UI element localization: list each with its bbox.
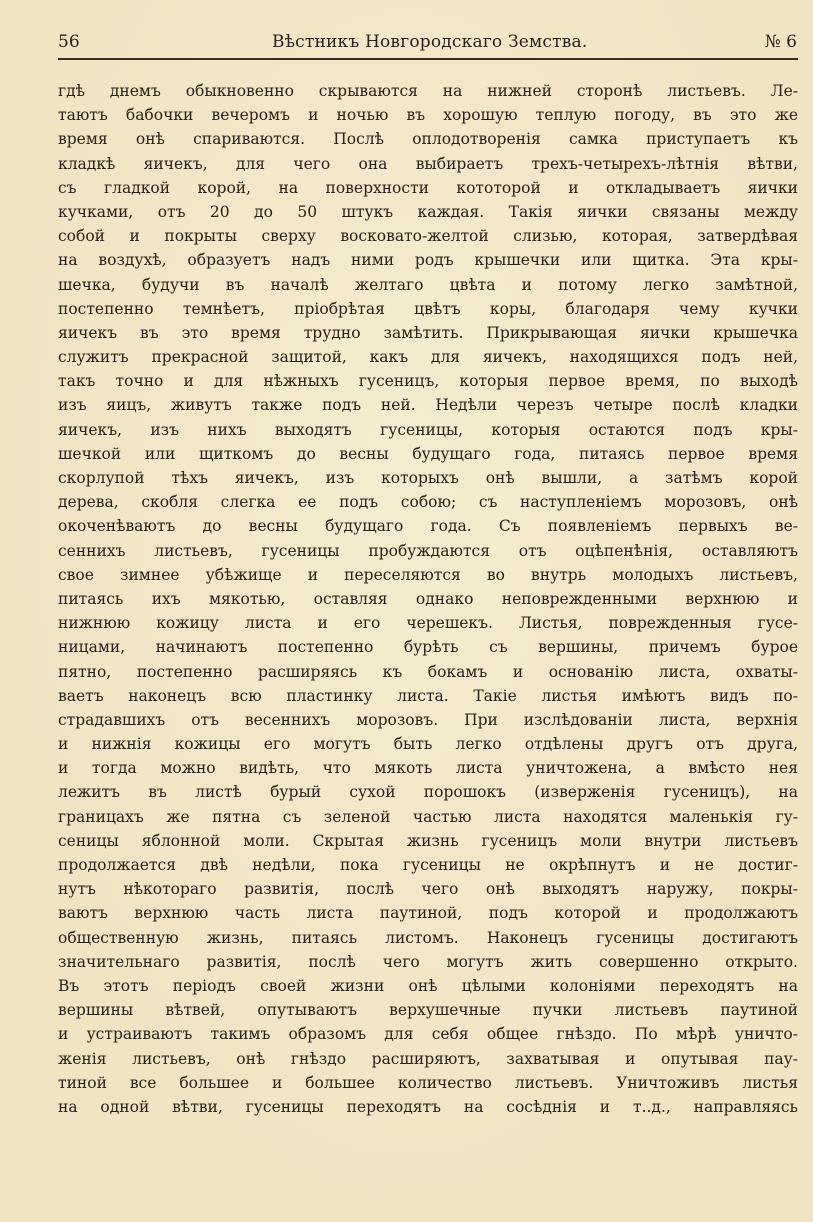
text-line: ницами, начинаютъ постепенно бурѣть съ вершины, причемъ бурое [58, 638, 798, 657]
text-line: нутъ нѣкотораго развитія, послѣ чего онѣ выходятъ наружу, покры- [58, 880, 798, 899]
text-line: свое зимнее убѣжище и переселяются во внутрь молодыхъ листьевъ, [58, 565, 798, 584]
text-line: постепенно темнѣетъ, пріобрѣтая цвѣтъ коры, благодаря чему кучки [58, 299, 798, 318]
text-line: на воздухѣ, образуетъ надъ ними родъ крышечки или щитка. Эта кры- [58, 251, 798, 270]
text-line: Въ этотъ періодъ своей жизни онѣ цѣлыми колоніями переходятъ на [58, 976, 798, 995]
header-rule [58, 58, 798, 60]
text-line: и устраиваютъ такимъ образомъ для себя общее гнѣздо. По мѣрѣ уничто- [58, 1025, 798, 1044]
text-line: время онѣ спариваются. Послѣ оплодотворенія самка приступаетъ къ [58, 130, 798, 149]
text-line: дерева, скобля слегка ее подъ собою; съ наступленіемъ морозовъ, онѣ [58, 493, 798, 512]
text-line: гдѣ днемъ обыкновенно скрываются на нижней сторонѣ листьевъ. Ле- [58, 82, 798, 100]
text-line: шечкой или щиткомъ до весны будущаго года, питаясь первое время [58, 444, 798, 463]
text-line: ваетъ наконецъ всю пластинку листа. Такіе листья имѣютъ видъ по- [58, 686, 798, 705]
text-line: служитъ прекрасной защитой, какъ для яичекъ, находящихся подъ ней, [58, 348, 798, 367]
text-line: шечка, будучи въ началѣ желтаго цвѣта и потому легко замѣтной, [58, 275, 798, 294]
text-line: и тогда можно видѣть, что мякоть листа уничтожена, а вмѣсто нея [58, 759, 798, 778]
running-header [58, 32, 797, 56]
text-line: скорлупой тѣхъ яичекъ, изъ которыхъ онѣ вышли, а затѣмъ корой [58, 469, 798, 487]
text-line: питаясь ихъ мякотью, оставляя однако неповрежденными верхнюю и [58, 589, 798, 608]
text-line: собой и покрыты сверху восковато-желтой слизью, которая, затвердѣвая [58, 227, 798, 246]
text-line: таютъ бабочки вечеромъ и ночью въ хорошую теплую погоду, въ это же [58, 106, 798, 125]
text-line: сеннихъ листьевъ, гусеницы пробуждаются отъ оцѣпенѣнія, оставляютъ [58, 541, 798, 560]
text-line: кучками, отъ 20 до 50 штукъ каждая. Такія яички связаны между [58, 202, 798, 221]
text-line: лежитъ въ листѣ бурый сухой порошокъ (изверженія гусеницъ), на [58, 783, 798, 802]
page-number: 56 [58, 32, 80, 52]
text-line: сеницы яблонной моли. Скрытая жизнь гусеницъ моли внутри листьевъ [58, 831, 798, 850]
issue-number: № 6 [764, 32, 797, 52]
journal-title: Вѣстникъ Новгородскаго Земства. [272, 32, 588, 52]
text-line: изъ яицъ, живутъ также подъ ней. Недѣли черезъ четыре послѣ кладки [58, 396, 798, 415]
text-line: на одной вѣтви, гусеницы переходятъ на сосѣднія и т..д., направляясь [58, 1097, 798, 1116]
text-line: кладкѣ яичекъ, для чего она выбираетъ трехъ-четырехъ-лѣтнія вѣтви, [58, 154, 798, 173]
text-line: такъ точно и для нѣжныхъ гусеницъ, которыя первое время, по выходѣ [58, 372, 798, 391]
text-line: окоченѣваютъ до весны будущаго года. Съ появленіемъ первыхъ ве- [58, 517, 798, 536]
text-line: ваютъ верхнюю часть листа паутиной, подъ которой и продолжаютъ [58, 904, 798, 923]
text-line: и нижнія кожицы его могутъ быть легко отдѣлены другъ отъ друга, [58, 735, 798, 754]
text-line: женія листьевъ, онѣ гнѣздо расширяютъ, захватывая и опутывая пау- [58, 1049, 798, 1068]
text-line: яичекъ въ это время трудно замѣтить. Прикрывающая яички крышечка [58, 323, 798, 342]
text-line: вершины вѣтвей, опутываютъ верхушечные пучки листьевъ паутиной [58, 1001, 798, 1020]
text-line: нижнюю кожицу листа и его черешекъ. Листья, поврежденныя гусе- [58, 614, 798, 633]
text-line: значительнаго развитія, послѣ чего могутъ жить совершенно открыто. [58, 952, 798, 971]
text-line: страдавшихъ отъ весеннихъ морозовъ. При изслѣдованіи листа, верхнія [58, 710, 798, 729]
text-line: общественную жизнь, питаясь листомъ. Наконецъ гусеницы достигаютъ [58, 928, 798, 947]
text-line: тиной все большее и большее количество листьевъ. Уничтоживъ листья [58, 1073, 798, 1092]
text-line: границахъ же пятна съ зеленой частью листа находятся маленькія гу- [58, 807, 798, 826]
text-line: съ гладкой корой, на поверхности кототорой и откладываетъ яички [58, 178, 798, 197]
body-text [58, 79, 798, 1119]
text-line: пятно, постепенно расширяясь къ бокамъ и основанію листа, охваты- [58, 662, 798, 681]
text-line: продолжается двѣ недѣли, пока гусеницы не окрѣпнутъ и не достиг- [58, 856, 798, 874]
text-line: яичекъ, изъ нихъ выходятъ гусеницы, которыя остаются подъ кры- [58, 420, 798, 439]
